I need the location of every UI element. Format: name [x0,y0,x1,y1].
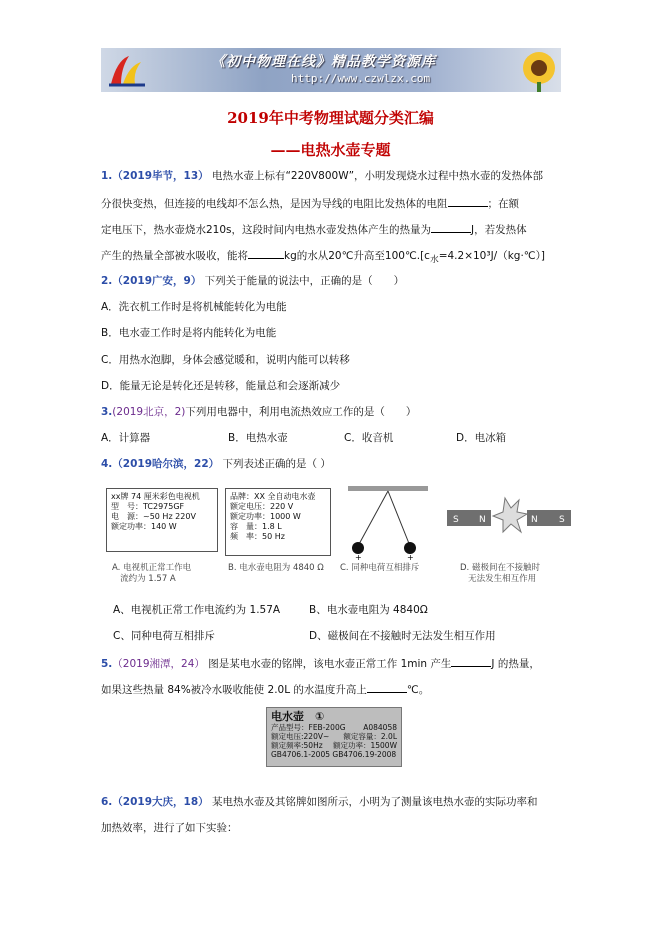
logo-icon [107,52,147,88]
q4-number: 4. [101,458,113,470]
q5-text: 图是某电水壶的铭牌，该电水壶正常工作 1min 产生 [208,658,452,670]
plate-row: 额定容量：2.0L [343,732,397,741]
q4-text: 下列表述正确的是（ ） [222,458,331,470]
q3-option-c[interactable]: C．收音机 [344,432,394,444]
q4-source: （2019哈尔滨，22） [112,458,220,470]
nameplate-line: xx牌 74 厘米彩色电视机 [111,492,200,501]
q2-source: （2019广安，9） [112,275,202,287]
nameplate-line: 型 号：TC2975GF [111,502,185,511]
q4-option-c[interactable]: C、同种电荷互相排斥 [113,630,215,642]
svg-text:+: + [355,553,362,562]
svg-text:S: S [453,515,459,525]
q1-text: 分很快变热，但连接的电线却不怎么热，是因为导线的电阻比发热体的电阻 [101,198,448,210]
plate-row: 额定功率：1500W [332,741,397,750]
plate-title: 电水壶 [271,710,304,723]
page-title: 2019年中考物理试题分类汇编 [227,109,434,127]
plate-row: A084058 [363,723,397,732]
page-subtitle: ——电热水壶专题 [270,141,391,159]
q6-number: 6. [101,796,113,808]
header-banner [101,48,561,92]
q3-text: 下列用电器中，利用电流热效应工作的是（ ） [185,406,417,418]
q1-line-4 [101,247,545,267]
q2-number: 2. [101,275,113,287]
svg-text:S: S [559,515,565,525]
q1-text: 产生的热量全部被水吸收，能将 [101,250,248,262]
q1-source: （2019毕节，13） [112,170,209,182]
q5-text: 如果这些热量 84%被冷水吸收能使 2.0L 的水温度升高上 [101,684,367,696]
q1-text: kg的水从20℃升高至100℃.[c [284,250,430,262]
figure-caption-b: B. 电水壶电阻为 4840 Ω [228,563,324,573]
plate-row: 额定电压:220V~ [271,732,330,741]
banner-title: 《初中物理在线》精品教学资源库 [211,54,436,70]
q3-option-b[interactable]: B．电热水壶 [228,432,288,444]
nameplate-line: 额定功率：140 W [111,522,177,531]
nameplate-line: 电 源：~50 Hz 220V [111,512,196,521]
nameplate-line: 容 量：1.8 L [230,522,282,531]
q4-stem [101,457,331,471]
q2-stem [101,274,404,288]
sunflower-icon [511,48,561,92]
q3-option-a[interactable]: A．计算器 [101,432,151,444]
q1-number: 1. [101,170,113,182]
q1-text: 定电压下，热水壶烧水210s，这段时间内电热水壶发热体产生的热量为 [101,224,432,236]
q2-option-d[interactable]: D．能量无论是转化还是转移，能量总和会逐渐减少 [101,380,341,392]
q4-option-d[interactable]: D、磁极间在不接触时无法发生相互作用 [309,630,496,642]
q1-line-1 [101,169,543,183]
answer-blank[interactable] [367,681,407,693]
nameplate-line: 额定功率：1000 W [230,512,301,521]
nameplate-line: 额定电压：220 V [230,502,294,511]
q2-option-c[interactable]: C．用热水泡脚，身体会感觉暖和，说明内能可以转移 [101,354,350,366]
plate-row: 额定频率:50Hz [271,741,323,750]
q1-text: =4.2×10³J/（kg·℃）] [438,250,545,262]
svg-text:N: N [479,515,486,525]
q1-subscript: 水 [429,255,439,266]
banner-url: http://www.czwlzx.com [291,72,431,85]
plate-number: ① [315,710,325,723]
svg-text:+: + [407,553,414,562]
answer-blank[interactable] [448,195,488,207]
figure-caption-d: D. 磁极间在不接触时 无法发生相互作用 [460,563,540,584]
answer-blank[interactable] [451,655,491,667]
q1-line-2 [101,195,519,211]
q4-option-b[interactable]: B、电水壶电阻为 4840Ω [309,604,428,616]
q6-line-2: 加热效率，进行了如下实验： [101,822,238,834]
q5-text: ℃。 [406,684,430,696]
answer-blank[interactable] [248,247,284,259]
q3-number: 3. [101,406,113,418]
nameplate-line: 品牌：XX 全自动电水壶 [230,492,316,501]
plate-row: 产品型号：FEB-200G [271,723,346,732]
q1-text: ；在额 [487,198,519,210]
q1-text: 电热水壶上标有“220V800W”，小明发现烧水过程中热水壶的发热体部 [211,170,544,182]
tv-nameplate [106,488,218,552]
q5-line-1 [101,655,540,671]
q5-source: （2019湘潭，24） [112,658,205,670]
charged-balls-icon [340,484,436,562]
magnets-icon [445,490,573,540]
kettle-nameplate [225,488,331,556]
q6-line-1 [101,795,537,809]
q1-text: J，若发热体 [471,224,527,236]
q2-option-a[interactable]: A．洗衣机工作时是将机械能转化为电能 [101,301,287,313]
answer-blank[interactable] [431,221,471,233]
figure-caption-c: C. 同种电荷互相排斥 [340,563,420,573]
q6-source: （2019大庆，18） [112,796,209,808]
figure-caption-a: A. 电视机正常工作电 流约为 1.57 A [112,563,192,584]
q5-number: 5. [101,658,113,670]
svg-text:N: N [531,515,538,525]
q2-text: 下列关于能量的说法中，正确的是（ ） [204,275,405,287]
q3-stem [101,405,416,419]
q1-line-3 [101,221,527,237]
q3-source: (2019北京，2) [112,406,186,418]
q2-option-b[interactable]: B．电水壶工作时是将内能转化为电能 [101,327,277,339]
plate-row: GB4706.1-2005 GB4706.19-2008 [271,750,397,759]
q4-option-a[interactable]: A、电视机正常工作电流约为 1.57A [113,604,281,616]
q5-text: J 的热量， [491,658,540,670]
q3-option-d[interactable]: D．电冰箱 [456,432,507,444]
q5-line-2 [101,681,429,697]
nameplate-line: 频 率：50 Hz [230,532,285,541]
q6-text: 某电热水壶及其铭牌如图所示，小明为了测量该电热水壶的实际功率和 [211,796,538,808]
kettle-label-photo [266,707,402,767]
